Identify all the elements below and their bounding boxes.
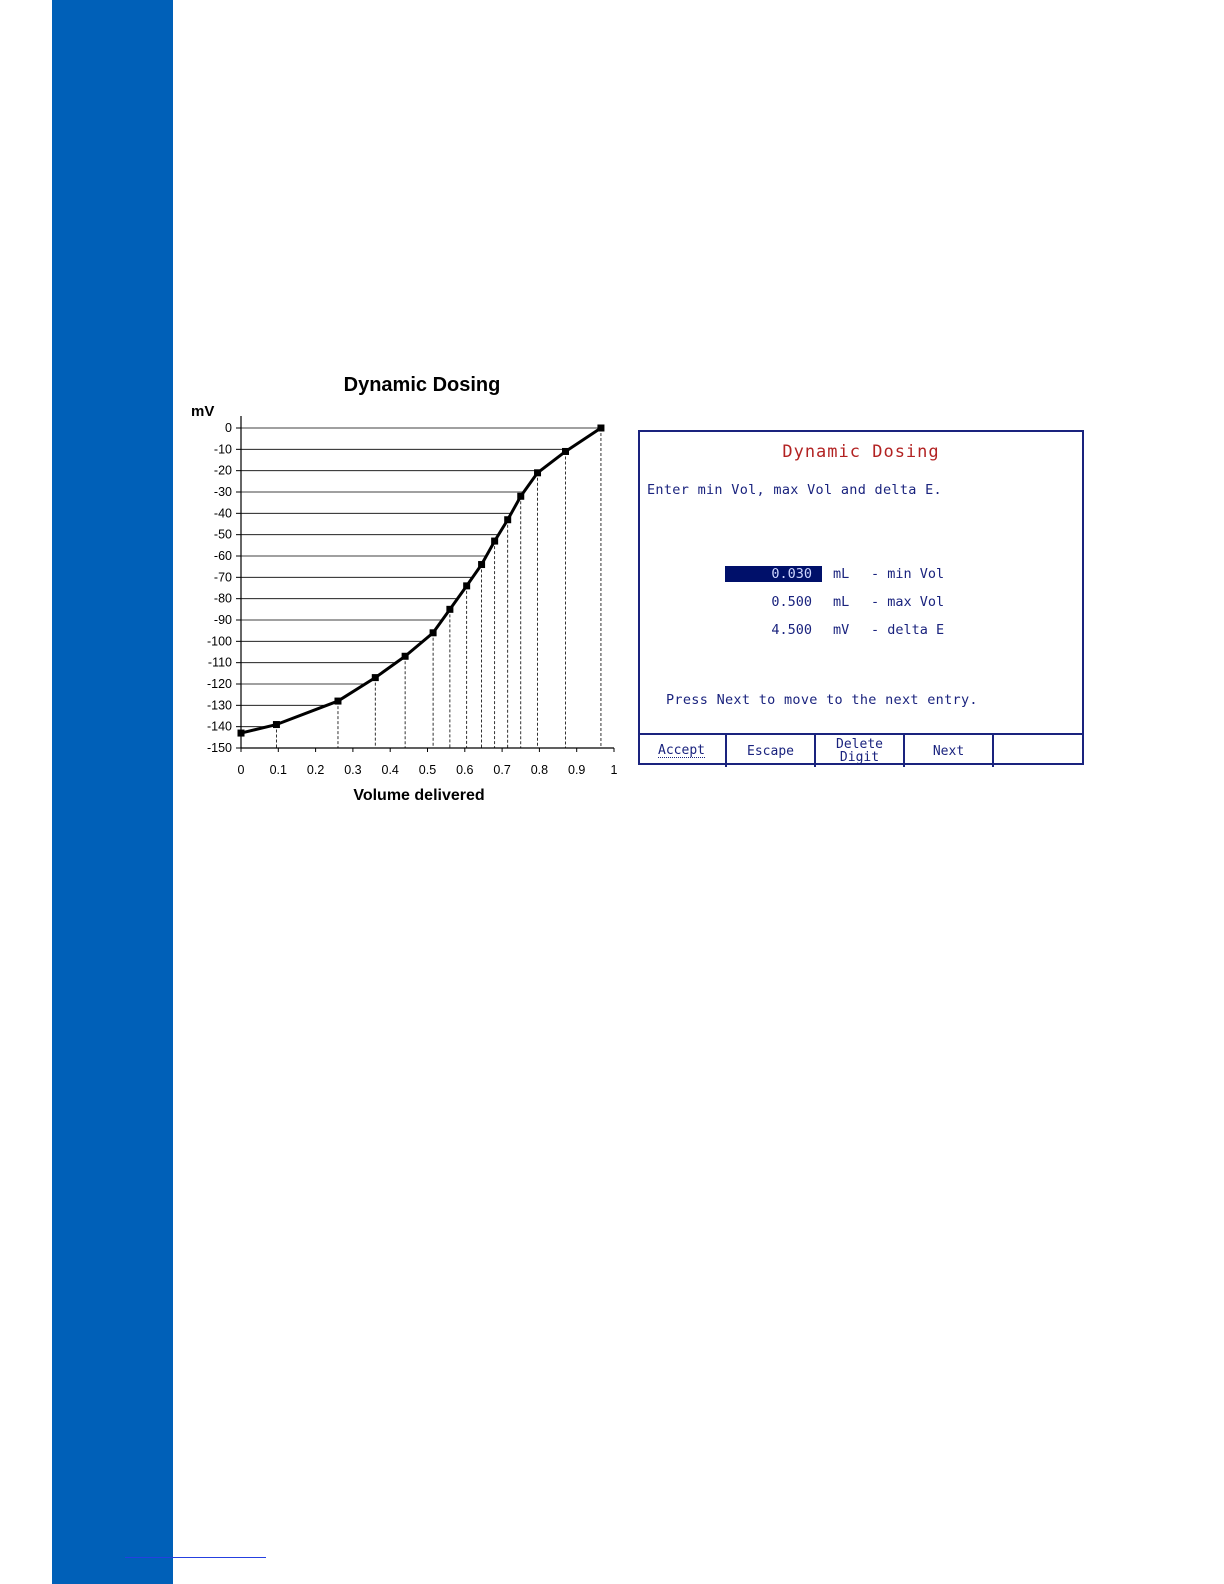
delta-e-row[interactable] xyxy=(640,622,1080,638)
y-tick-label: -110 xyxy=(207,655,232,670)
y-tick-label: -90 xyxy=(213,613,232,627)
screen-hint: Press Next to move to the next entry. xyxy=(666,692,978,708)
escape-label: Escape xyxy=(747,743,794,759)
y-tick-label: -80 xyxy=(213,591,232,606)
y-tick-label: -120 xyxy=(206,677,232,691)
max-vol-unit: mL xyxy=(833,594,850,610)
y-tick-label: -130 xyxy=(206,698,232,713)
max-vol-value[interactable]: 0.500 xyxy=(771,594,812,610)
data-point xyxy=(430,629,437,636)
dynamic-dosing-chart xyxy=(185,365,630,810)
series-layer xyxy=(238,425,605,737)
data-point xyxy=(463,582,470,589)
min-vol-row[interactable] xyxy=(640,566,1080,582)
footnote-rule xyxy=(125,1557,266,1558)
data-point xyxy=(372,674,379,681)
data-point xyxy=(334,698,341,705)
data-point xyxy=(562,448,569,455)
y-tick-label: -10 xyxy=(213,442,232,457)
delta-e-unit: mV xyxy=(833,622,850,638)
data-point xyxy=(534,469,541,476)
x-axis-label: Volume delivered xyxy=(353,787,485,804)
data-point xyxy=(478,561,485,568)
data-point xyxy=(597,425,604,432)
screen-title: Dynamic Dosing xyxy=(782,442,940,462)
y-tick-label: -140 xyxy=(206,719,232,734)
delete-digit-label-line1: Delete xyxy=(836,737,883,752)
y-tick-label: -50 xyxy=(213,527,232,542)
side-band xyxy=(52,0,173,1584)
min-vol-unit: mL xyxy=(833,566,850,582)
x-tick-label: 0.5 xyxy=(418,763,437,777)
max-vol-row[interactable] xyxy=(640,594,1080,610)
data-point xyxy=(504,516,511,523)
y-tick-label: -70 xyxy=(213,570,232,585)
delta-e-label: - delta E xyxy=(871,622,945,638)
chart-title: Dynamic Dosing xyxy=(343,374,501,396)
y-axis-label: mV xyxy=(191,403,215,420)
y-tick-labels xyxy=(207,421,232,755)
x-tick-label: 0.9 xyxy=(568,763,586,777)
x-tick-label: 0.8 xyxy=(530,763,549,777)
y-tick-label: 0 xyxy=(225,421,232,435)
x-tick-label: 0.1 xyxy=(269,763,287,777)
x-tick-label: 1 xyxy=(610,763,618,777)
max-vol-label: - max Vol xyxy=(871,594,945,610)
accept-label: Accept xyxy=(658,743,705,758)
delete-digit-label-line2: Digit xyxy=(839,750,880,765)
x-tick-label: 0.4 xyxy=(381,763,399,777)
screen-prompt: Enter min Vol, max Vol and delta E. xyxy=(647,482,942,498)
x-tick-label: 0.7 xyxy=(493,763,511,777)
y-tick-label: -30 xyxy=(213,485,232,499)
delta-e-value[interactable]: 4.500 xyxy=(771,622,812,638)
axes xyxy=(236,416,614,752)
next-button[interactable] xyxy=(905,735,994,767)
data-point xyxy=(402,653,409,660)
y-tick-label: -20 xyxy=(213,463,232,478)
y-tick-label: -100 xyxy=(206,634,232,649)
accept-button[interactable] xyxy=(638,735,727,767)
min-vol-value[interactable]: 0.030 xyxy=(725,566,822,582)
data-point xyxy=(238,730,245,737)
series-line xyxy=(241,428,601,733)
data-point xyxy=(446,606,453,613)
x-tick-labels xyxy=(238,763,618,777)
x-tick-label: 0.6 xyxy=(456,763,474,777)
dynamic-dosing-screen xyxy=(638,430,1084,765)
min-vol-label: - min Vol xyxy=(871,566,945,582)
softkey-bar xyxy=(638,733,1084,767)
escape-button[interactable] xyxy=(727,735,816,767)
y-tick-label: -60 xyxy=(213,549,232,563)
gridlines xyxy=(241,428,601,727)
delete-digit-button[interactable] xyxy=(816,735,905,767)
x-tick-label: 0.3 xyxy=(344,763,362,777)
data-point xyxy=(273,721,280,728)
drop-lines xyxy=(276,428,601,748)
x-tick-label: 0.2 xyxy=(306,763,325,777)
data-point xyxy=(491,538,498,545)
next-label: Next xyxy=(932,743,965,759)
y-tick-label: -40 xyxy=(213,506,232,521)
blank-softkey[interactable] xyxy=(994,735,1083,767)
data-point xyxy=(517,493,524,500)
x-tick-label: 0 xyxy=(237,763,245,777)
y-tick-label: -150 xyxy=(206,741,232,755)
